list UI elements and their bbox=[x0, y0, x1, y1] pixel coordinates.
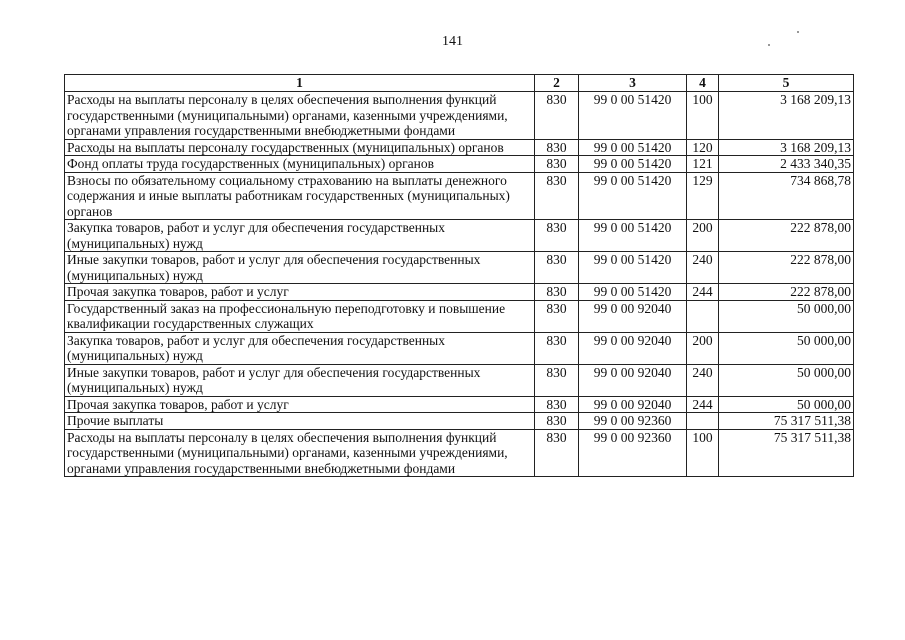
expense-name: Государственный заказ на профессиональную переподготовку и повышение квалификации государственных служащих bbox=[65, 300, 535, 332]
expense-name: Прочая закупка товаров, работ и услуг bbox=[65, 284, 535, 301]
table-row bbox=[65, 139, 854, 156]
table-row bbox=[65, 220, 854, 252]
header-col-1: 1 bbox=[65, 75, 535, 92]
amount: 50 000,00 bbox=[719, 364, 854, 396]
department-code: 830 bbox=[535, 413, 579, 430]
amount: 3 168 209,13 bbox=[719, 139, 854, 156]
department-code: 830 bbox=[535, 300, 579, 332]
header-col-4: 4 bbox=[687, 75, 719, 92]
expense-name: Прочая закупка товаров, работ и услуг bbox=[65, 396, 535, 413]
expense-type: 240 bbox=[687, 364, 719, 396]
department-code: 830 bbox=[535, 332, 579, 364]
expense-name: Прочие выплаты bbox=[65, 413, 535, 430]
department-code: 830 bbox=[535, 364, 579, 396]
table-row bbox=[65, 284, 854, 301]
target-article: 99 0 00 92040 bbox=[579, 300, 687, 332]
amount: 734 868,78 bbox=[719, 172, 854, 220]
amount: 222 878,00 bbox=[719, 284, 854, 301]
target-article: 99 0 00 51420 bbox=[579, 220, 687, 252]
target-article: 99 0 00 92040 bbox=[579, 332, 687, 364]
table-row bbox=[65, 156, 854, 173]
table-header bbox=[65, 75, 854, 92]
target-article: 99 0 00 92360 bbox=[579, 429, 687, 477]
target-article: 99 0 00 51420 bbox=[579, 284, 687, 301]
header-row bbox=[65, 75, 854, 92]
scan-speck bbox=[768, 44, 770, 46]
expense-type bbox=[687, 413, 719, 430]
table-row bbox=[65, 300, 854, 332]
target-article: 99 0 00 51420 bbox=[579, 172, 687, 220]
department-code: 830 bbox=[535, 396, 579, 413]
expense-name: Расходы на выплаты персоналу в целях обеспечения выполнения функций государственными (муниципальными) органами, казенными учреждениями, органами управления государственными внебюджетными фондами bbox=[65, 92, 535, 140]
target-article: 99 0 00 51420 bbox=[579, 156, 687, 173]
expense-type: 200 bbox=[687, 220, 719, 252]
expense-type: 100 bbox=[687, 429, 719, 477]
header-col-2: 2 bbox=[535, 75, 579, 92]
expense-name: Расходы на выплаты персоналу в целях обеспечения выполнения функций государственными (муниципальными) органами, казенными учреждениями, органами управления государственными внебюджетными фондами bbox=[65, 429, 535, 477]
expense-name: Закупка товаров, работ и услуг для обеспечения государственных (муниципальных) нужд bbox=[65, 332, 535, 364]
target-article: 99 0 00 92360 bbox=[579, 413, 687, 430]
department-code: 830 bbox=[535, 429, 579, 477]
expense-name: Иные закупки товаров, работ и услуг для обеспечения государственных (муниципальных) нужд bbox=[65, 252, 535, 284]
table-row bbox=[65, 413, 854, 430]
expense-name: Иные закупки товаров, работ и услуг для обеспечения государственных (муниципальных) нужд bbox=[65, 364, 535, 396]
department-code: 830 bbox=[535, 139, 579, 156]
expense-name: Закупка товаров, работ и услуг для обеспечения государственных (муниципальных) нужд bbox=[65, 220, 535, 252]
amount: 222 878,00 bbox=[719, 252, 854, 284]
expense-type: 244 bbox=[687, 284, 719, 301]
department-code: 830 bbox=[535, 284, 579, 301]
target-article: 99 0 00 51420 bbox=[579, 139, 687, 156]
expense-name: Расходы на выплаты персоналу государственных (муниципальных) органов bbox=[65, 139, 535, 156]
expense-type: 100 bbox=[687, 92, 719, 140]
expense-type: 200 bbox=[687, 332, 719, 364]
table-body bbox=[65, 92, 854, 477]
expense-type: 244 bbox=[687, 396, 719, 413]
department-code: 830 bbox=[535, 92, 579, 140]
expense-name: Взносы по обязательному социальному страхованию на выплаты денежного содержания и иные выплаты работникам государственных (муниципальных) органов bbox=[65, 172, 535, 220]
department-code: 830 bbox=[535, 156, 579, 173]
target-article: 99 0 00 92040 bbox=[579, 364, 687, 396]
amount: 222 878,00 bbox=[719, 220, 854, 252]
department-code: 830 bbox=[535, 220, 579, 252]
amount: 75 317 511,38 bbox=[719, 413, 854, 430]
table-row bbox=[65, 252, 854, 284]
table-row bbox=[65, 92, 854, 140]
header-col-3: 3 bbox=[579, 75, 687, 92]
expense-type bbox=[687, 300, 719, 332]
amount: 2 433 340,35 bbox=[719, 156, 854, 173]
table-row bbox=[65, 172, 854, 220]
expense-name: Фонд оплаты труда государственных (муниципальных) органов bbox=[65, 156, 535, 173]
expense-type: 129 bbox=[687, 172, 719, 220]
amount: 50 000,00 bbox=[719, 332, 854, 364]
table-row bbox=[65, 364, 854, 396]
amount: 50 000,00 bbox=[719, 300, 854, 332]
expense-type: 120 bbox=[687, 139, 719, 156]
scan-speck bbox=[797, 31, 799, 33]
target-article: 99 0 00 51420 bbox=[579, 252, 687, 284]
department-code: 830 bbox=[535, 252, 579, 284]
table-row bbox=[65, 429, 854, 477]
header-col-5: 5 bbox=[719, 75, 854, 92]
department-code: 830 bbox=[535, 172, 579, 220]
target-article: 99 0 00 51420 bbox=[579, 92, 687, 140]
table-row bbox=[65, 396, 854, 413]
expense-type: 121 bbox=[687, 156, 719, 173]
amount: 50 000,00 bbox=[719, 396, 854, 413]
expense-type: 240 bbox=[687, 252, 719, 284]
target-article: 99 0 00 92040 bbox=[579, 396, 687, 413]
budget-table bbox=[64, 74, 854, 477]
amount: 75 317 511,38 bbox=[719, 429, 854, 477]
page-number: 141 bbox=[442, 34, 463, 49]
table-row bbox=[65, 332, 854, 364]
amount: 3 168 209,13 bbox=[719, 92, 854, 140]
